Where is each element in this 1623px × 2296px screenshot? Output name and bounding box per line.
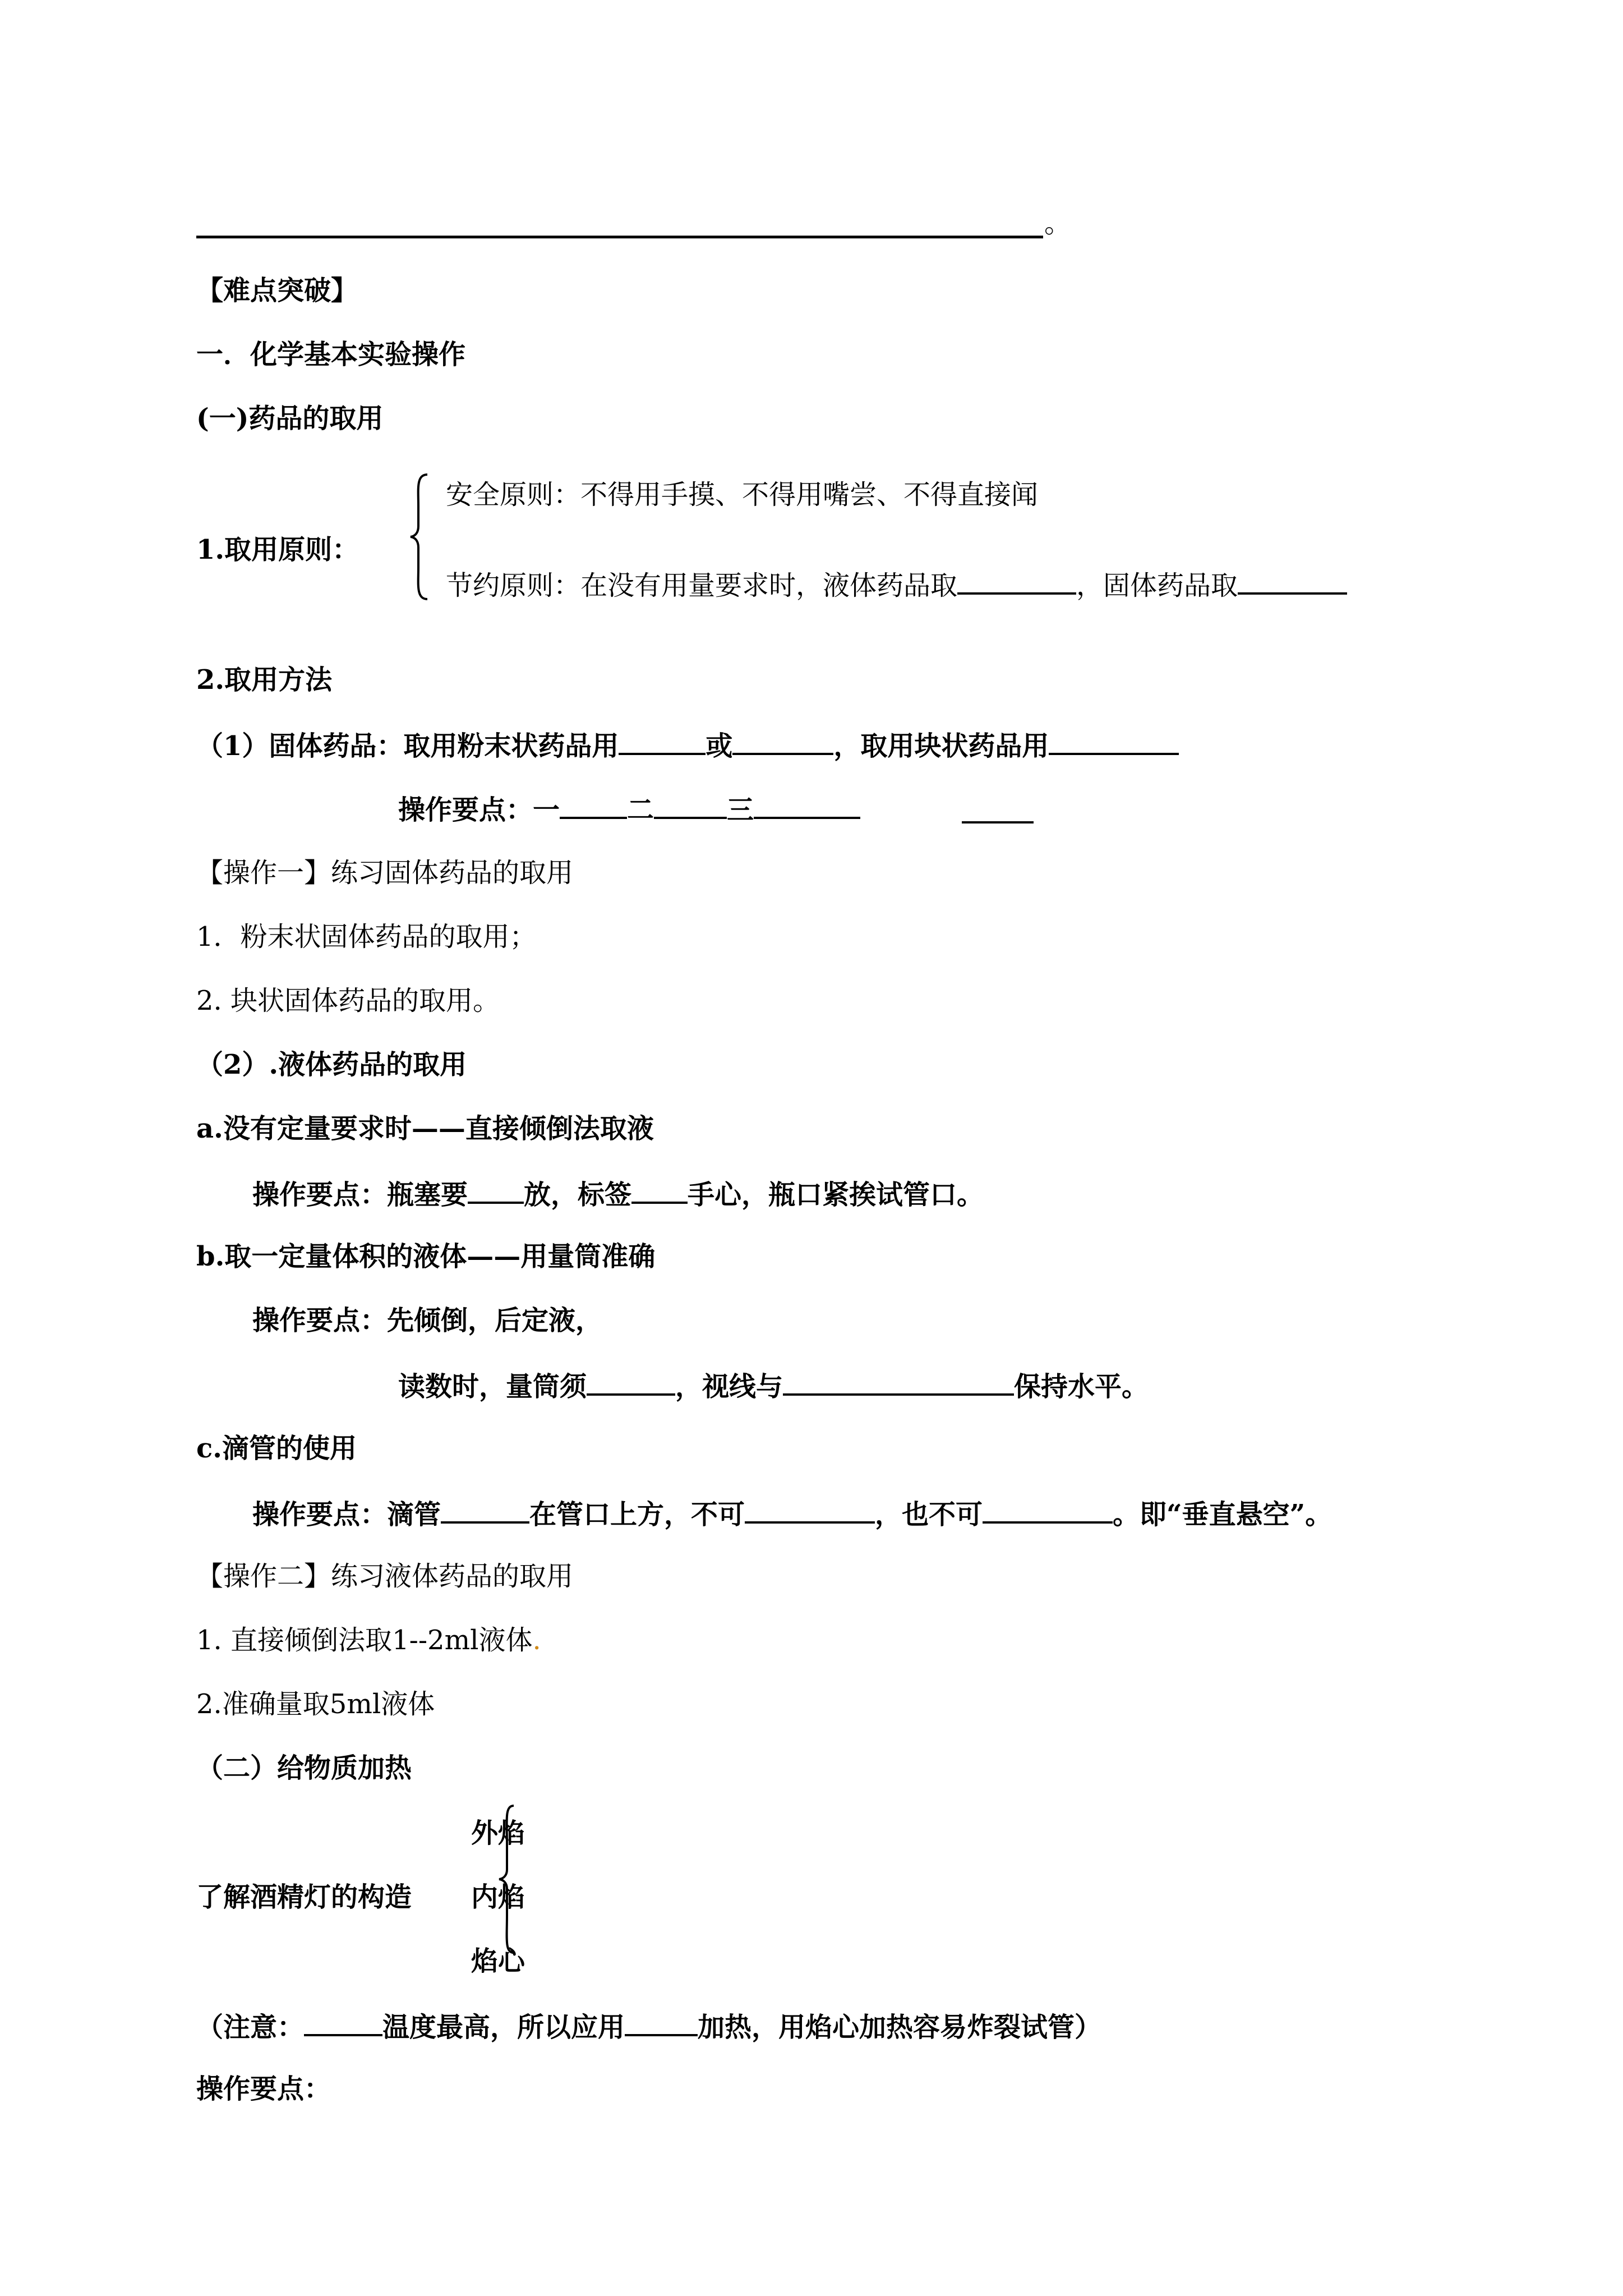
heating-title: （二）给物质加热 <box>196 1752 412 1784</box>
liquid-a-points <box>252 1176 984 1212</box>
liquid-a-text-3: 手心，瓶口紧挨试管口。 <box>688 1179 984 1211</box>
outer-flame: 外焰 <box>471 1818 525 1849</box>
operation-two-item-1 <box>196 1623 541 1657</box>
dropper-blank-2 <box>745 1496 875 1524</box>
operation-one-item-1: 1．粉末状固体药品的取用； <box>196 921 537 953</box>
answer-blank-line <box>196 236 1043 238</box>
liquid-a-text-1: 操作要点：瓶塞要 <box>252 1179 468 1211</box>
solid-points-text-b: 二 <box>627 794 654 826</box>
operation-one-title: 【操作一】练习固体药品的取用 <box>196 857 574 889</box>
saving-principle-text-b: ，固体药品取 <box>1076 570 1238 601</box>
dropper-text-3: ，也不可 <box>875 1499 983 1530</box>
hottest-part-blank <box>304 2008 382 2036</box>
flame-core: 焰心 <box>471 1945 525 1977</box>
liquid-amount-blank <box>957 567 1076 595</box>
dropper-blank-1 <box>441 1496 529 1524</box>
solid-points-text-a: 操作要点：一 <box>398 794 560 826</box>
principle-label: 1.取用原则： <box>196 534 359 565</box>
operation-one-item-2: 2. 块状固体药品的取用。 <box>196 985 500 1016</box>
operation-two-item-2: 2.准确量取5ml液体 <box>196 1688 435 1720</box>
reading-line <box>398 1368 1149 1404</box>
inner-flame: 内焰 <box>471 1881 525 1913</box>
point-blank-3 <box>754 791 860 819</box>
powder-tool-blank-1 <box>619 727 706 755</box>
dropper-text-1: 操作要点：滴管 <box>252 1499 441 1530</box>
heading-basic-operations: 一．化学基本实验操作 <box>196 339 466 370</box>
saving-principle-text-a: 节约原则：在没有用量要求时，液体药品取 <box>446 570 958 601</box>
note-text-3: 加热，用焰心加热容易炸裂试管） <box>698 2012 1102 2043</box>
solid-points-text-c: 三 <box>727 794 754 826</box>
note-text-1: （注意： <box>196 2012 305 2043</box>
operation-two-title: 【操作二】练习液体药品的取用 <box>196 1561 574 1592</box>
solid-text-a: （1）固体药品：取用粉末状药品用 <box>196 730 619 762</box>
cylinder-blank <box>587 1368 675 1396</box>
heading-drug-taking: (一)药品的取用 <box>196 403 384 434</box>
heating-part-blank <box>625 2008 698 2036</box>
liquid-a-text-2: 放，标签 <box>524 1179 632 1211</box>
solid-points-line <box>398 791 860 827</box>
liquid-title: （2）.液体药品的取用 <box>196 1049 467 1080</box>
liquid-c-title: c.滴管的使用 <box>196 1433 357 1464</box>
solid-text-b: 或 <box>706 730 733 762</box>
sight-line-blank <box>783 1368 1014 1396</box>
dropper-text-4: 。即“垂直悬空”。 <box>1113 1499 1332 1530</box>
solid-text-c: ，取用块状药品用 <box>833 730 1049 762</box>
dropper-blank-3 <box>983 1496 1113 1524</box>
solid-drug-line <box>196 727 1179 763</box>
saving-principle <box>446 567 1347 602</box>
solid-amount-blank <box>1238 567 1347 595</box>
label-blank <box>631 1176 688 1204</box>
top-line-period: 。 <box>1044 208 1072 239</box>
point-blank-1 <box>560 791 627 819</box>
dropper-text-2: 在管口上方，不可 <box>529 1499 745 1530</box>
liquid-b-points: 操作要点：先倾倒，后定液， <box>252 1305 603 1336</box>
point-blank-2 <box>654 791 727 819</box>
operation-points-title: 操作要点： <box>196 2073 331 2105</box>
block-tool-blank <box>1049 727 1179 755</box>
note-line <box>196 2008 1101 2044</box>
point-blank-4 <box>962 795 1034 823</box>
note-text-2: 温度最高，所以应用 <box>382 2012 625 2043</box>
safety-principle: 安全原则：不得用手摸、不得用嘴尝、不得直接闻 <box>446 479 1039 510</box>
method-title: 2.取用方法 <box>196 664 333 696</box>
powder-tool-blank-2 <box>732 727 833 755</box>
reading-text-3: 保持水平。 <box>1014 1371 1149 1402</box>
lamp-structure-label: 了解酒精灯的构造 <box>196 1881 412 1913</box>
lamp-brace-icon <box>494 1803 516 1955</box>
liquid-b-title: b.取一定量体积的液体——用量筒准确 <box>196 1241 656 1272</box>
section-title: 【难点突破】 <box>196 275 358 306</box>
liquid-a-title: a.没有定量要求时——直接倾倒法取液 <box>196 1113 654 1144</box>
left-brace-icon <box>408 472 431 601</box>
stopper-blank <box>468 1176 524 1204</box>
liquid-c-points <box>252 1496 1332 1531</box>
reading-text-2: ，视线与 <box>675 1371 783 1402</box>
reading-text-1: 读数时，量筒须 <box>398 1371 587 1402</box>
operation-two-item-1-text: 1. 直接倾倒法取1--2ml液体 <box>196 1625 533 1656</box>
operation-two-item-1-dot: . <box>532 1625 541 1656</box>
